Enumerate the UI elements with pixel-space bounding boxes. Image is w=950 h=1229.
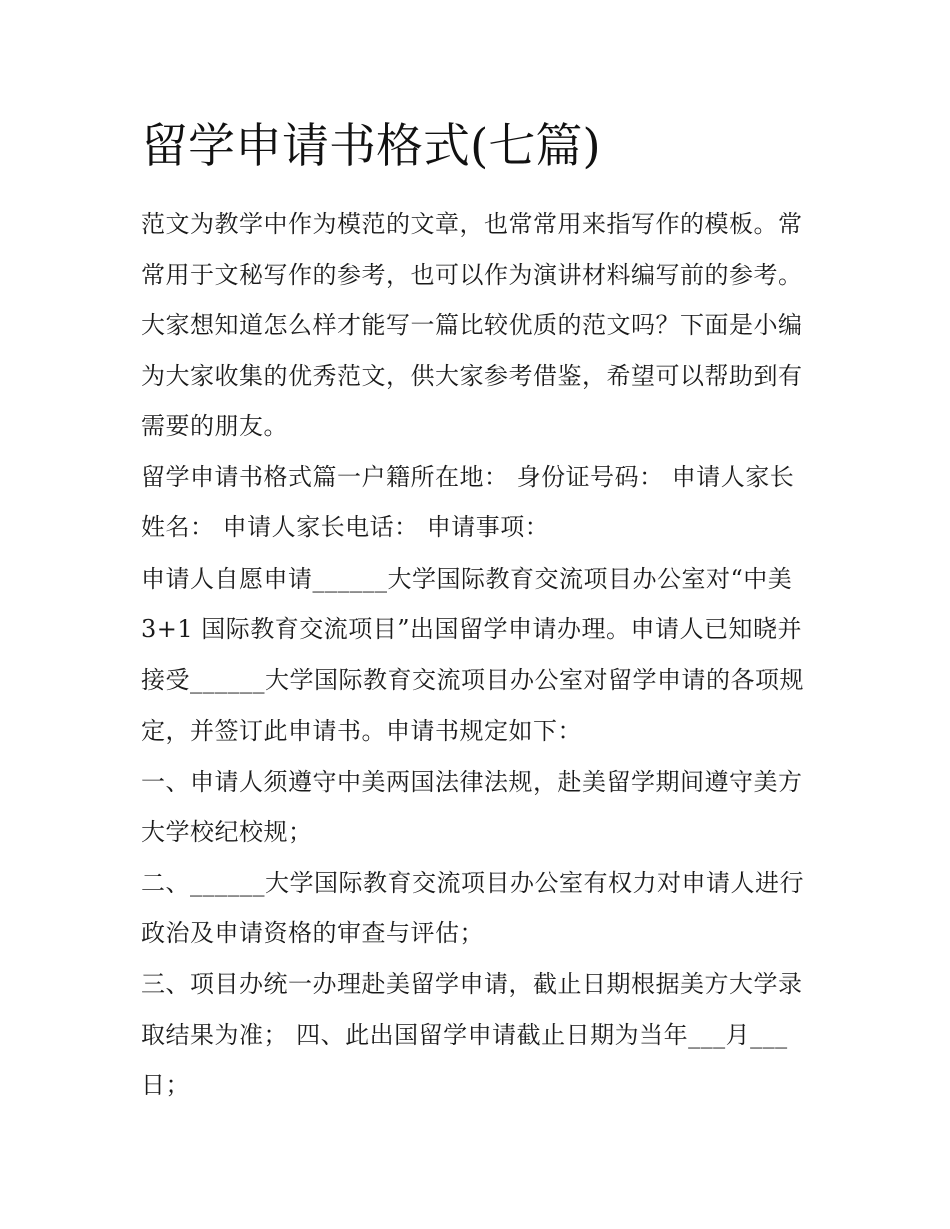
body-line-18: 日； [141, 1071, 190, 1099]
body-line-11: 定，并签订此申请书。申请书规定如下： [141, 717, 582, 745]
body-line-3: 大家想知道怎么样才能写一篇比较优质的范文吗？下面是小编 [141, 311, 803, 339]
body-line-1: 范文为教学中作为模范的文章，也常常用来指写作的模板。常 [141, 210, 803, 238]
body-line-7: 姓名： 申请人家长电话： 申请事项： [141, 513, 550, 541]
body-line-16: 三、项目办统一办理赴美留学申请，截止日期根据美方大学录 [141, 970, 803, 998]
document-title: 留学申请书格式(七篇) [141, 119, 601, 174]
body-line-14: 二、______大学国际教育交流项目办公室有权力对申请人进行 [141, 869, 804, 897]
body-line-8: 申请人自愿申请______大学国际教育交流项目办公室对“中美 [141, 565, 793, 593]
body-line-9: 3+1 国际教育交流项目”出国留学申请办理。申请人已知晓并 [141, 615, 803, 643]
body-line-12: 一、申请人须遵守中美两国法律法规，赴美留学期间遵守美方 [141, 768, 803, 796]
body-line-6: 留学申请书格式篇一户籍所在地： 身份证号码： 申请人家长 [141, 463, 795, 491]
body-line-2: 常用于文秘写作的参考，也可以作为演讲材料编写前的参考。 [141, 261, 803, 289]
body-line-10: 接受______大学国际教育交流项目办公室对留学申请的各项规 [141, 666, 804, 694]
body-line-15: 政治及申请资格的审查与评估； [141, 919, 484, 947]
body-line-17: 取结果为准； 四、此出国留学申请截止日期为当年___月___ [141, 1021, 788, 1049]
body-line-4: 为大家收集的优秀范文，供大家参考借鉴，希望可以帮助到有 [141, 362, 803, 390]
body-line-5: 需要的朋友。 [141, 412, 288, 440]
body-line-13: 大学校纪校规； [141, 818, 313, 846]
